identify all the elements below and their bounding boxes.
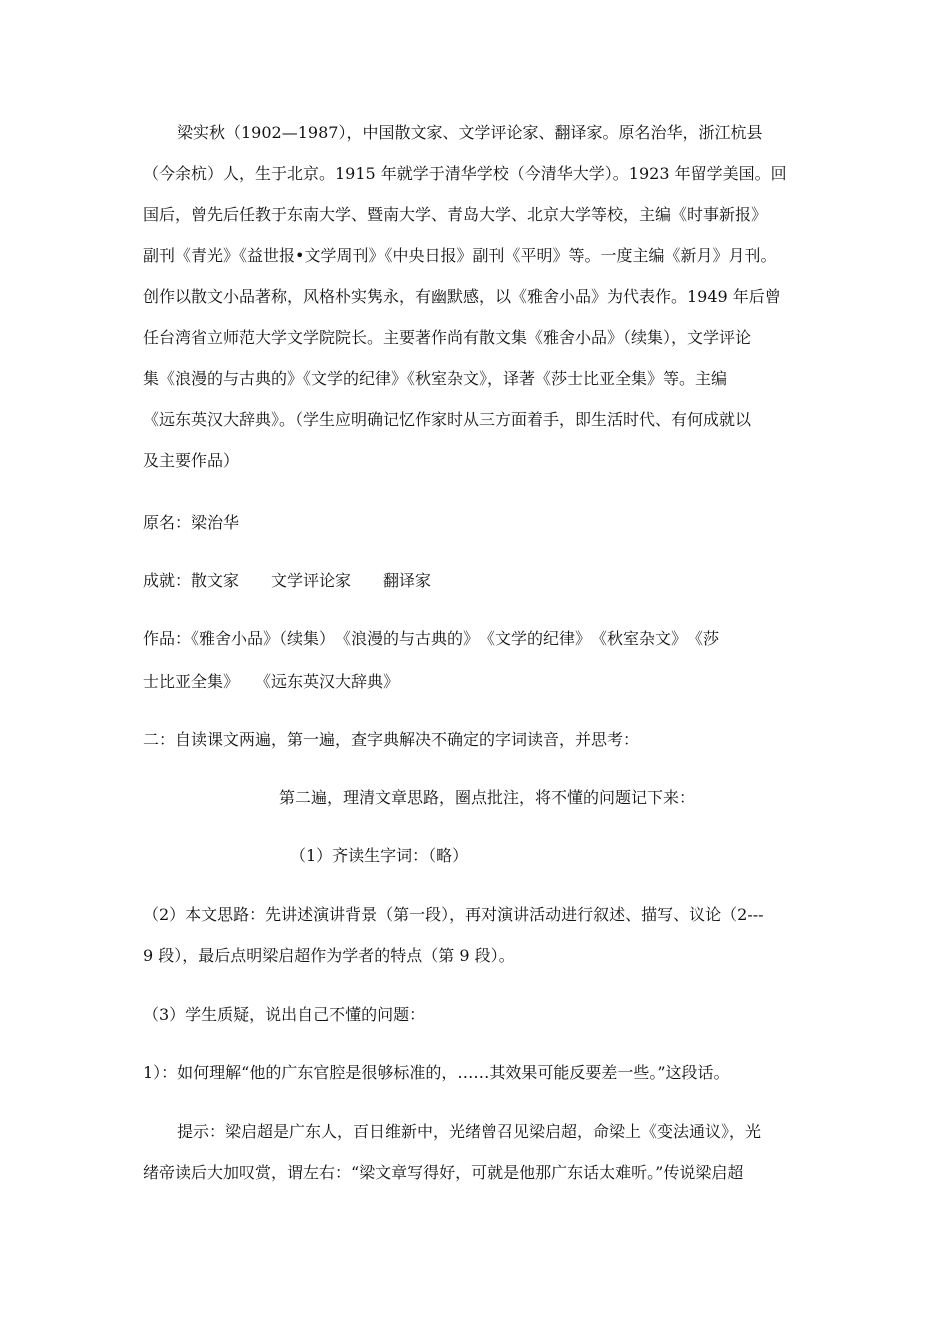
bio-line-4: 副刊《青光》《益世报•文学周刊》《中央日报》副刊《平明》等。一度主编《新月》月刊。 bbox=[143, 246, 777, 265]
bio-line-7: 集《浪漫的与古典的》《文学的纪律》《秋室杂文》，译著《莎士比亚全集》等。主编 bbox=[143, 369, 728, 388]
bio-line-8: 《远东英汉大辞典》。（学生应明确记忆作家时从三方面着手，即生活时代、有何成就以 bbox=[143, 410, 752, 429]
works-line-2: 士比亚全集》 《远东英汉大辞典》 bbox=[143, 672, 400, 691]
item-2-line-1: （2）本文思路：先讲述演讲背景（第一段），再对演讲活动进行叙述、描写、议论（2--- bbox=[143, 905, 764, 924]
bio-line-2: （今余杭）人，生于北京。1915 年就学于清华学校（今清华大学）。1923 年留学美国。回 bbox=[143, 164, 787, 183]
item-2-line-2: 9 段），最后点明梁启超作为学者的特点（第 9 段）。 bbox=[143, 946, 515, 965]
original-name: 原名：梁治华 bbox=[143, 513, 240, 532]
bio-line-9: 及主要作品） bbox=[143, 451, 240, 470]
item-1: （1）齐读生字词：（略） bbox=[290, 846, 469, 865]
second-reading: 第二遍，理清文章思路，圈点批注，将不懂的问题记下来： bbox=[279, 788, 696, 807]
achievements: 成就：散文家 文学评论家 翻译家 bbox=[143, 571, 432, 590]
bio-line-5: 创作以散文小品著称，风格朴实隽永，有幽默感，以《雅舍小品》为代表作。1949 年后曾 bbox=[143, 287, 781, 306]
bio-line-1: 梁实秋（1902—1987），中国散文家、文学评论家、翻译家。原名治华，浙江杭县 bbox=[177, 123, 763, 142]
hint-line-1: 提示：梁启超是广东人，百日维新中，光绪曾召见梁启超，命梁上《变法通议》，光 bbox=[177, 1122, 762, 1141]
question-1: 1）：如何理解“他的广东官腔是很够标准的，……其效果可能反要差一些。”这段话。 bbox=[143, 1063, 730, 1082]
bio-line-6: 任台湾省立师范大学文学院院长。主要著作尚有散文集《雅舍小品》（续集），文学评论 bbox=[143, 328, 752, 347]
hint-line-2: 绪帝读后大加叹赏，谓左右：“梁文章写得好，可就是他那广东话太难听。”传说梁启超 bbox=[143, 1163, 744, 1182]
section-two-heading: 二：自读课文两遍，第一遍，查字典解决不确定的字词读音，并思考： bbox=[143, 730, 640, 749]
bio-line-3: 国后，曾先后任教于东南大学、暨南大学、青岛大学、北京大学等校，主编《时事新报》 bbox=[143, 205, 768, 224]
works-line-1: 作品：《雅舍小品》（续集） 《浪漫的与古典的》 《文学的纪律》 《秋室杂文》 《莎 bbox=[143, 629, 720, 648]
item-3: （3）学生质疑，说出自己不懂的问题： bbox=[143, 1005, 426, 1024]
